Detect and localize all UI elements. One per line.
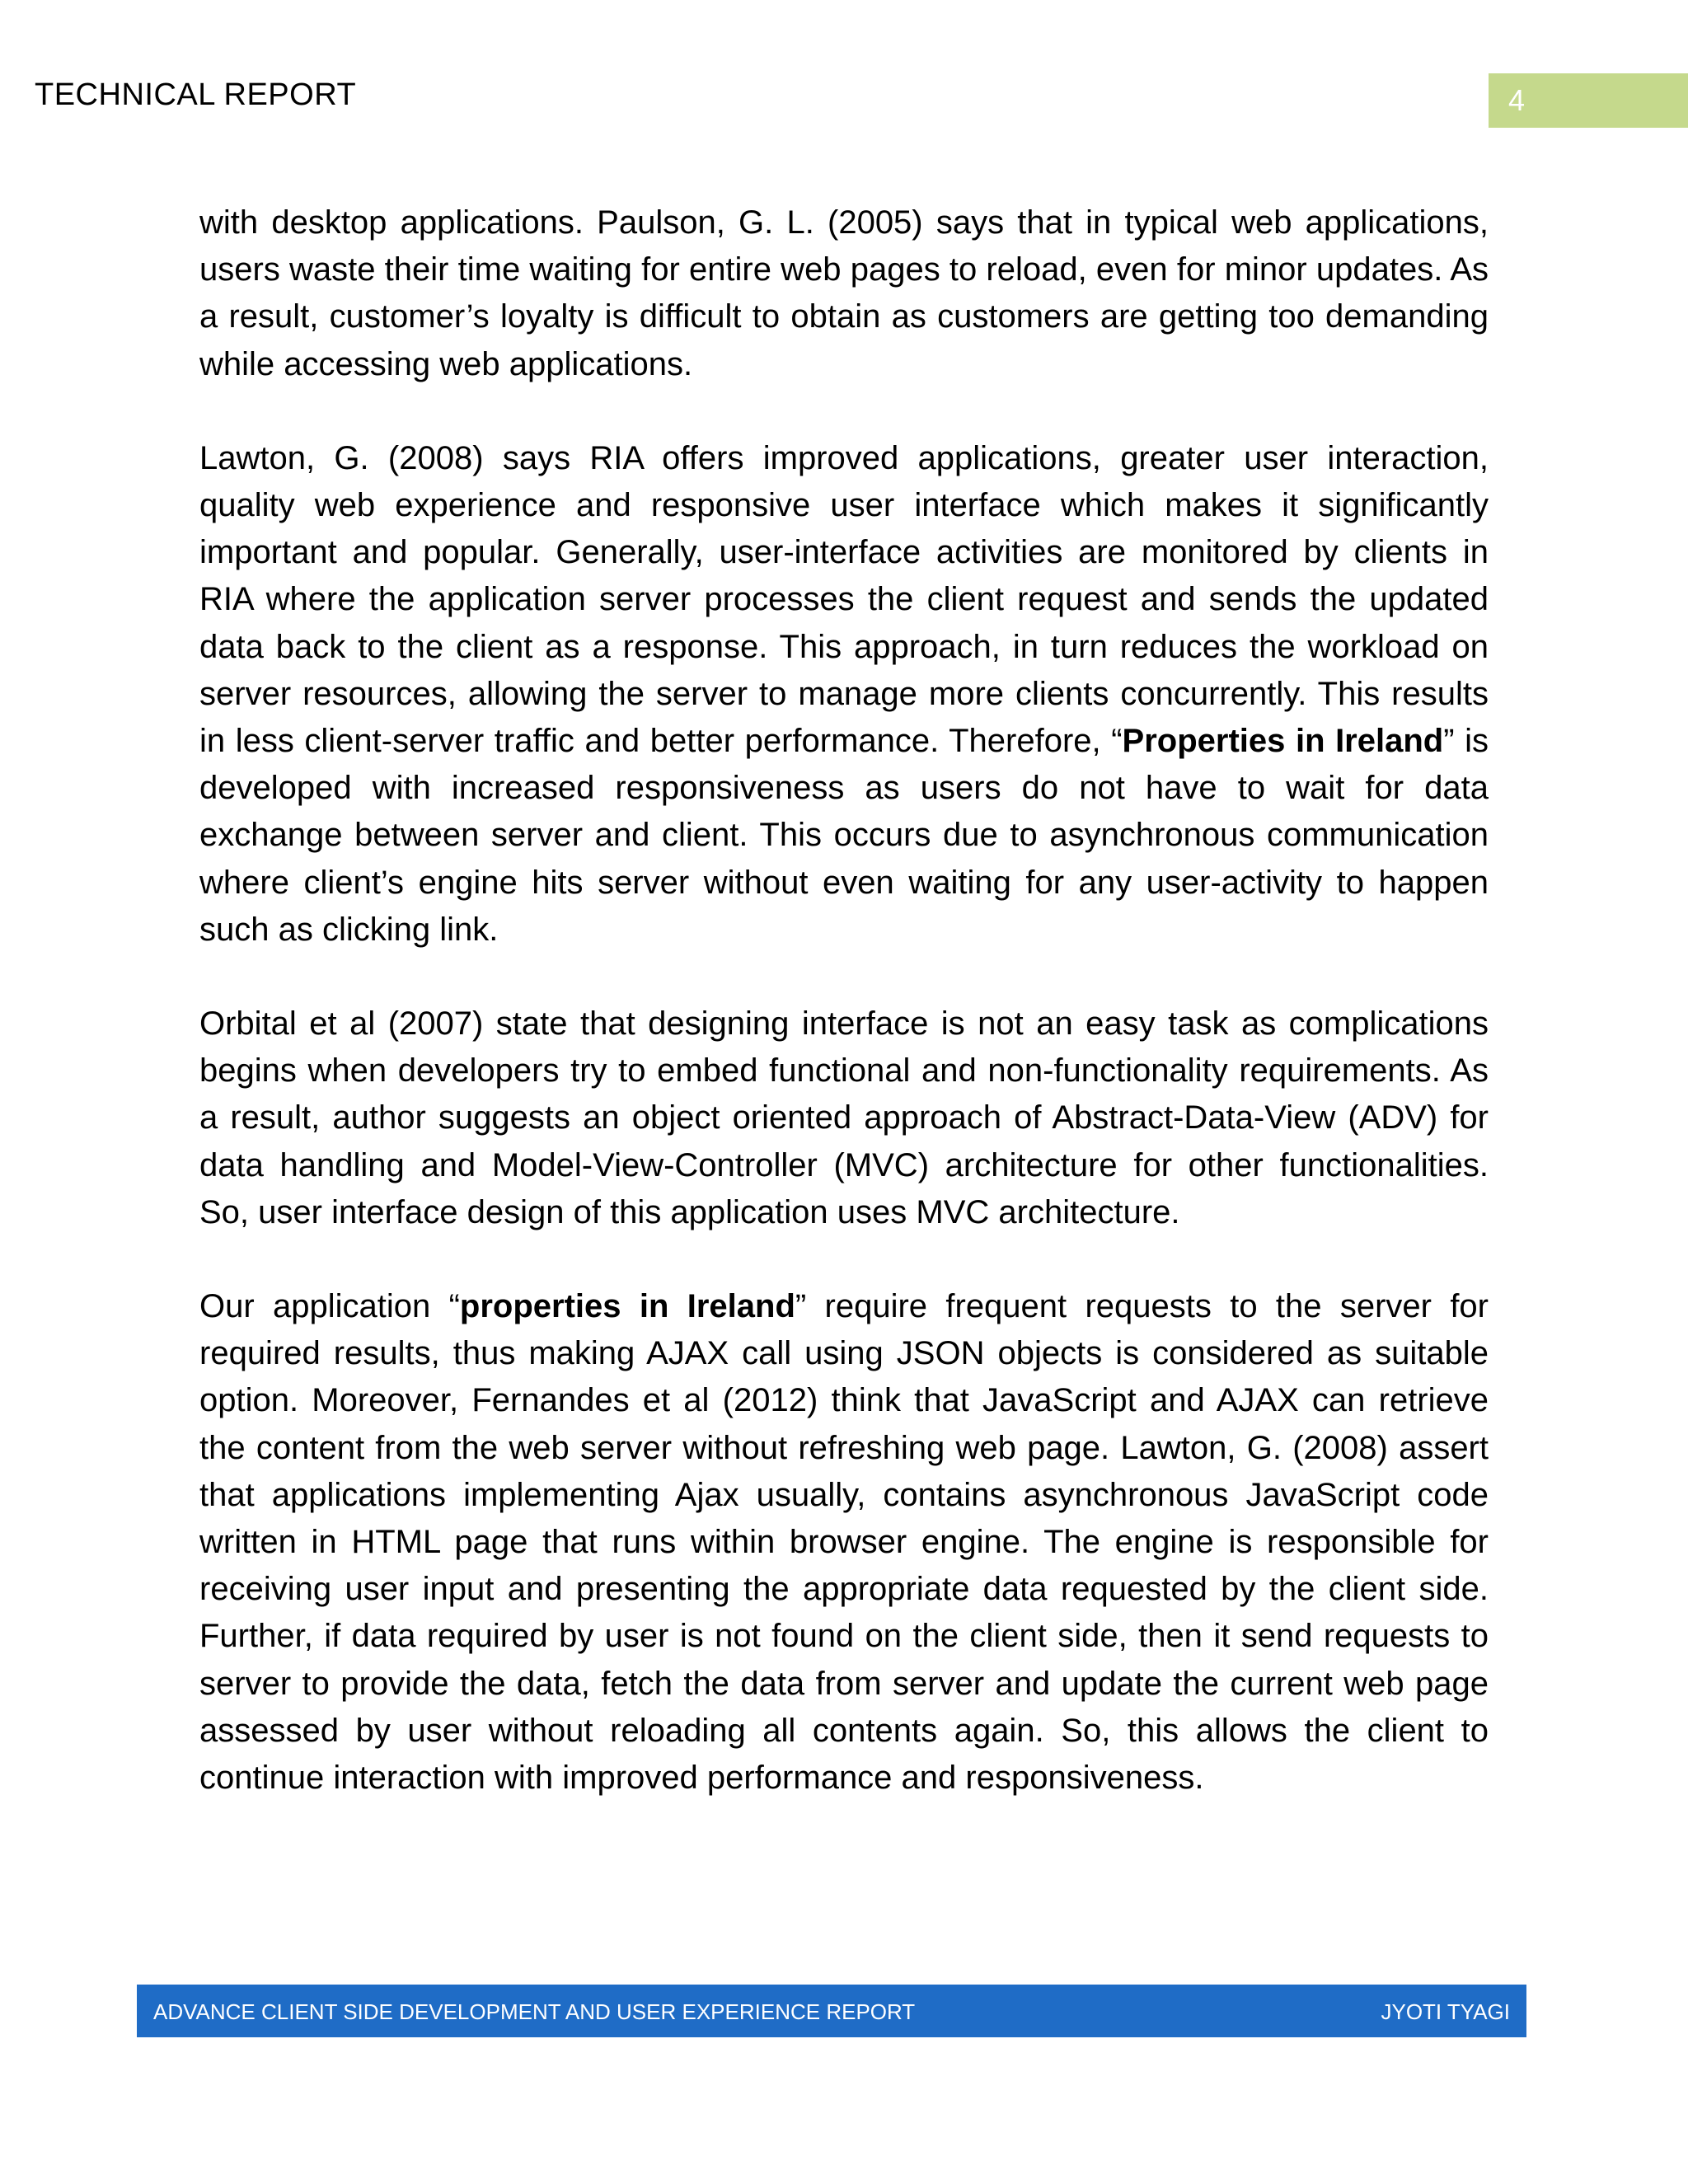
paragraph-3: Orbital et al (2007) state that designing interface is not an easy task as complications begins when developers try to embed functional and non-functionality requirements. As a result, author suggests an object oriented approach of Abstract-Data-View (ADV) for data handling and Model-View-Controller (MVC) architecture for other functionalities. So, user interface design of this application uses MVC architecture. <box>199 1005 1489 1230</box>
paragraph-4 <box>199 1283 1489 1802</box>
paragraph-2-bold-name: Properties in Ireland <box>1122 723 1444 760</box>
footer-bar <box>137 1985 1526 2037</box>
paragraph-2-text-end: ” is developed with increased responsiveness as users do not have to wait for data exchange between server and client. This occurs due to asynchronous communication where client’s engine hits server without even waiting for any user-activity to happen such as clicking link. <box>199 723 1489 948</box>
page-number: 4 <box>1508 83 1526 117</box>
paragraph-4-text-end: ” require frequent requests to the server for required results, thus making AJAX call using JSON objects is considered as suitable option. Moreover, Fernandes et al (2012) think that JavaScript and AJAX can retrieve the content from the web server without refreshing web page. Lawton, G. (2008) assert that applications implementing Ajax usually, contains asynchronous JavaScript code written in HTML page that runs within browser engine. The engine is responsible for receiving user input and presenting the appropriate data requested by the client side. Further, if data required by user is not found on the client side, then it send requests to server to provide the data, fetch the data from server and update the current web page assessed by user without reloading all contents again. So, this allows the client to continue interaction with improved performance and responsiveness. <box>199 1288 1489 1797</box>
page-number-box <box>1489 73 1688 128</box>
footer-author: JYOTI TYAGI <box>1381 1999 1510 2024</box>
paragraph-2-text-start: Lawton, G. (2008) says RIA offers improved applications, greater user interaction, quality web experience and responsive user interface which makes it significantly important and popular. Generally, user-interface activities are monitored by clients in RIA where the application server processes the client request and sends the updated data back to the client as a response. This approach, in turn reduces the workload on server resources, allowing the server to manage more clients concurrently. This results in less client-server traffic and better performance. Therefore, “ <box>199 439 1489 760</box>
paragraph-1: with desktop applications. Paulson, G. L. (2005) says that in typical web applications, users waste their time waiting for entire web pages to reload, even for minor updates. As a result, customer’s loyalty is difficult to obtain as customers are getting too demanding while accessing web applications. <box>199 204 1489 382</box>
body-text <box>199 199 1489 1849</box>
paragraph-2 <box>199 435 1489 954</box>
paragraph-4-text-start: Our application “ <box>199 1288 460 1325</box>
paragraph-4-bold-name: properties in Ireland <box>459 1288 795 1325</box>
header-title: TECHNICAL REPORT <box>35 77 357 112</box>
footer-report-title: ADVANCE CLIENT SIDE DEVELOPMENT AND USER EXPERIENCE REPORT <box>153 1999 916 2024</box>
